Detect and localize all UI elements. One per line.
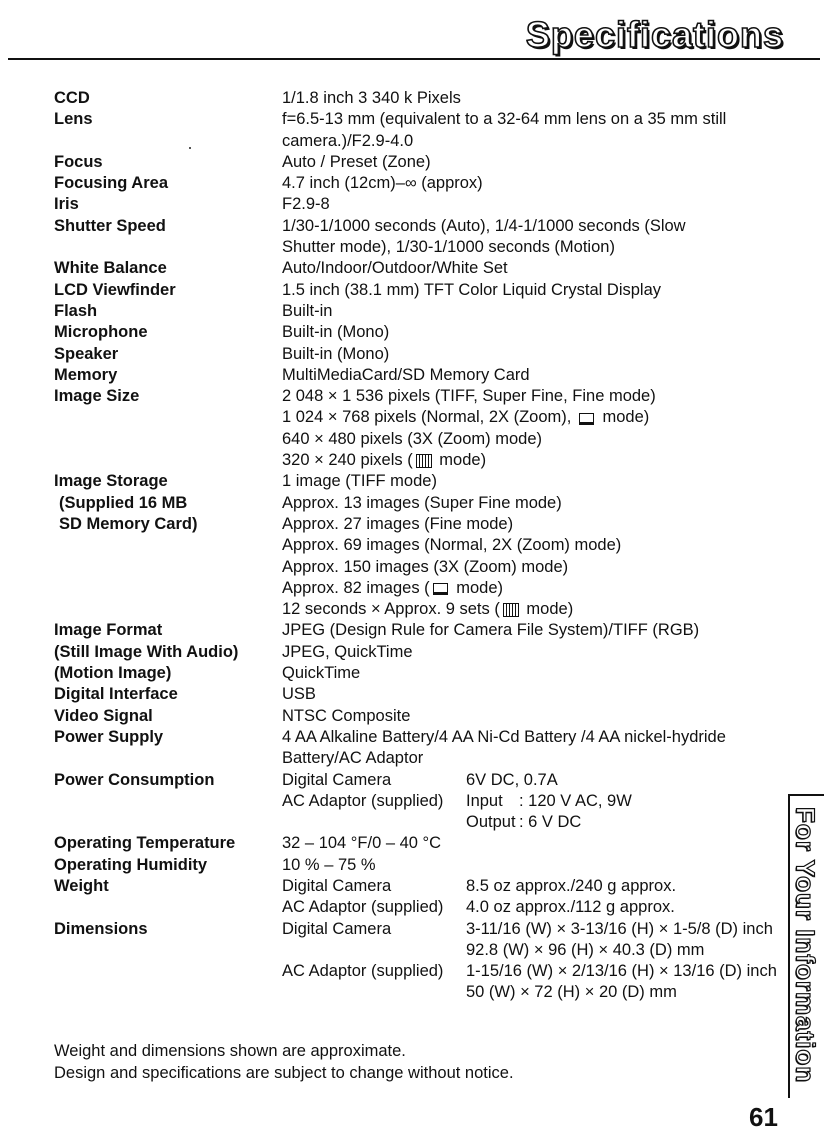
spec-value-line: Built-in — [282, 301, 333, 320]
spec-row — [54, 386, 794, 471]
spec-label-line: Shutter Speed — [54, 216, 166, 235]
spec-values — [282, 216, 794, 259]
spec-label — [54, 471, 282, 620]
spec-label — [54, 152, 282, 173]
spec-value-line: 1 image (TIFF mode) — [282, 472, 437, 491]
spec-label-line: Operating Temperature — [54, 834, 236, 853]
spec-value-line: 4 AA Alkaline Battery/4 AA Ni-Cd Battery /4 AA nickel-hydride — [282, 727, 726, 746]
spec-label — [54, 386, 282, 471]
spec-row — [54, 88, 794, 109]
spec-value-line — [282, 940, 794, 961]
spec-item-name: AC Adaptor (supplied) — [282, 962, 444, 981]
specifications-list — [54, 88, 794, 1004]
spec-value-line — [282, 982, 794, 1003]
spec-value-line — [282, 897, 794, 918]
spec-label-line: Image Size — [54, 387, 140, 406]
spec-value-line: Approx. 13 images (Super Fine mode) — [282, 493, 562, 512]
spec-label — [54, 301, 282, 322]
spec-values — [282, 770, 794, 834]
spec-values — [282, 152, 794, 173]
spec-value-line: 1.5 inch (38.1 mm) TFT Color Liquid Crystal Display — [282, 280, 662, 299]
spec-row — [54, 919, 794, 1004]
spec-row — [54, 855, 794, 876]
spec-label — [54, 620, 282, 684]
spec-label — [54, 919, 282, 1004]
spec-values — [282, 109, 794, 152]
spec-label — [54, 88, 282, 109]
spec-label-line: Focus — [54, 152, 103, 171]
spec-values — [282, 684, 794, 705]
spec-label — [54, 194, 282, 215]
spec-values — [282, 620, 794, 684]
footnote: Design and specifications are subject to change without notice. — [54, 1064, 514, 1082]
spec-item-value: 1-15/16 (W) × 2/13/16 (H) × 13/16 (D) inch — [466, 962, 777, 981]
spec-value-line: 2 048 × 1 536 pixels (TIFF, Super Fine, Fine mode) — [282, 387, 656, 406]
page-number: 61 — [749, 1102, 778, 1132]
spec-value-line: 32 – 104 °F/0 – 40 °C — [282, 834, 442, 853]
spec-label — [54, 833, 282, 854]
spec-value-line: Auto / Preset (Zone) — [282, 152, 431, 171]
spec-values — [282, 258, 794, 279]
spec-values — [282, 88, 794, 109]
spec-values — [282, 173, 794, 194]
spec-label — [54, 684, 282, 705]
spec-value-line: Approx. 27 images (Fine mode) — [282, 514, 514, 533]
spec-value-line: 1 024 × 768 pixels (Normal, 2X (Zoom), mode) — [282, 408, 650, 427]
spec-value-line: 10 % – 75 % — [282, 855, 376, 874]
spec-label-line: Weight — [54, 876, 109, 895]
spec-value-line: 1/30-1/1000 seconds (Auto), 1/4-1/1000 seconds (Slow — [282, 216, 686, 235]
spec-value-line: Built-in (Mono) — [282, 344, 390, 363]
spec-row — [54, 620, 794, 684]
spec-label — [54, 216, 282, 259]
footnotes — [54, 1040, 514, 1084]
spec-row — [54, 365, 794, 386]
spec-item-value: Input — [466, 791, 503, 810]
spec-label-line: Video Signal — [54, 706, 153, 725]
spec-label-line: (Still Image With Audio) — [54, 642, 239, 661]
spec-label-line: (Supplied 16 MB — [59, 493, 188, 512]
spec-label — [54, 727, 282, 770]
spec-label-line: Lens — [54, 110, 93, 129]
spec-item-name: AC Adaptor (supplied) — [282, 791, 444, 810]
spec-label-line: Image Storage — [54, 472, 168, 491]
spec-value-line: MultiMediaCard/SD Memory Card — [282, 365, 530, 384]
spec-label-line: SD Memory Card) — [59, 514, 198, 533]
spec-item-name: Digital Camera — [282, 770, 392, 789]
spec-value-line: Auto/Indoor/Outdoor/White Set — [282, 259, 508, 278]
spec-row — [54, 684, 794, 705]
spec-value-line: 1/1.8 inch 3 340 k Pixels — [282, 89, 461, 107]
spec-label — [54, 344, 282, 365]
spec-row — [54, 173, 794, 194]
spec-row — [54, 833, 794, 854]
spec-value-line: f=6.5-13 mm (equivalent to a 32-64 mm lens on a 35 mm still — [282, 110, 727, 129]
spec-label — [54, 706, 282, 727]
spec-label-line: Iris — [54, 195, 79, 214]
spec-row — [54, 301, 794, 322]
spec-item-value: 3-11/16 (W) × 3-13/16 (H) × 1-5/8 (D) inch — [466, 919, 773, 938]
spec-label — [54, 322, 282, 343]
spec-values — [282, 471, 794, 620]
spec-row — [54, 216, 794, 259]
spec-item-value: 92.8 (W) × 96 (H) × 40.3 (D) mm — [466, 940, 705, 959]
section-tab-label: For Your Information — [790, 806, 821, 1084]
spec-value-line: camera.)/F2.9-4.0 — [282, 131, 414, 150]
spec-value-line: NTSC Composite — [282, 706, 411, 725]
spec-label-line: Image Format — [54, 621, 163, 640]
spec-label-line: Digital Interface — [54, 685, 178, 704]
spec-value-line: 320 × 240 pixels ( mode) — [282, 451, 487, 470]
spec-value-line — [282, 791, 794, 812]
spec-row — [54, 109, 794, 152]
spec-row — [54, 471, 794, 620]
spec-values — [282, 727, 794, 770]
spec-values — [282, 386, 794, 471]
spec-values — [282, 301, 794, 322]
spec-value-line: JPEG (Design Rule for Camera File System)/TIFF (RGB) — [282, 621, 700, 640]
spec-value-line: Built-in (Mono) — [282, 323, 390, 342]
multi-image-mode-icon — [432, 581, 450, 595]
spec-values — [282, 322, 794, 343]
spec-row — [54, 280, 794, 301]
spec-item-value: 8.5 oz approx./240 g approx. — [466, 876, 677, 895]
spec-row — [54, 770, 794, 834]
spec-label — [54, 365, 282, 386]
spec-label-line: CCD — [54, 89, 90, 107]
spec-label — [54, 855, 282, 876]
spec-label-line: Power Supply — [54, 727, 164, 746]
spec-label-line: Speaker — [54, 344, 119, 363]
footnote: Weight and dimensions shown are approximate. — [54, 1042, 406, 1060]
spec-row — [54, 706, 794, 727]
spec-item-value: 4.0 oz approx./112 g approx. — [466, 898, 675, 917]
spec-values — [282, 344, 794, 365]
spec-values — [282, 855, 794, 876]
spec-item-value: 50 (W) × 72 (H) × 20 (D) mm — [466, 983, 677, 1002]
spec-values — [282, 876, 794, 919]
spec-row — [54, 344, 794, 365]
spec-row — [54, 322, 794, 343]
spec-value-line — [282, 876, 794, 897]
spec-label-line: Memory — [54, 365, 118, 384]
spec-label-line: Focusing Area — [54, 174, 168, 193]
spec-value-line: Approx. 82 images ( mode) — [282, 578, 504, 597]
spec-value-line: 4.7 inch (12cm)–∞ (approx) — [282, 174, 483, 193]
spec-value-line — [282, 770, 794, 791]
spec-value-line: F2.9-8 — [282, 195, 330, 214]
spec-row — [54, 194, 794, 215]
spec-label-line: White Balance — [54, 259, 167, 278]
spec-label — [54, 173, 282, 194]
spec-item-name: Digital Camera — [282, 919, 392, 938]
spec-value-line: QuickTime — [282, 664, 361, 683]
spec-value-line: Battery/AC Adaptor — [282, 749, 424, 768]
spec-value-line: JPEG, QuickTime — [282, 642, 413, 661]
multi-image-mode-icon — [578, 411, 596, 425]
spec-value-line — [282, 919, 794, 940]
spec-item-value: Output — [466, 813, 516, 832]
spec-value-line: 12 seconds × Approx. 9 sets ( mode) — [282, 600, 574, 619]
spec-item-name: AC Adaptor (supplied) — [282, 898, 444, 917]
spec-item-detail: : 6 V DC — [519, 813, 582, 832]
spec-row — [54, 876, 794, 919]
spec-label-line: Microphone — [54, 323, 148, 342]
header-rule — [8, 58, 820, 60]
spec-values — [282, 833, 794, 854]
spec-label-line: Operating Humidity — [54, 855, 208, 874]
page-title: Specifications — [525, 14, 784, 55]
spec-values — [282, 365, 794, 386]
spec-values — [282, 706, 794, 727]
spec-value-line: Shutter mode), 1/30-1/1000 seconds (Motion) — [282, 238, 615, 257]
motion-image-mode-icon — [415, 454, 433, 468]
spec-values — [282, 280, 794, 301]
motion-image-mode-icon — [502, 603, 520, 617]
spec-label — [54, 109, 282, 152]
spec-row — [54, 258, 794, 279]
spec-value-line — [282, 812, 794, 833]
spec-label-line: Power Consumption — [54, 770, 215, 789]
spec-value-line: Approx. 150 images (3X (Zoom) mode) — [282, 557, 569, 576]
spec-values — [282, 919, 794, 1004]
spec-label — [54, 280, 282, 301]
spec-label-line: (Motion Image) — [54, 664, 172, 683]
spec-item-value: 6V DC, 0.7A — [466, 770, 558, 789]
spec-label-line: Dimensions — [54, 919, 148, 938]
spec-value-line: USB — [282, 685, 316, 704]
spec-row — [54, 727, 794, 770]
spec-label — [54, 876, 282, 919]
spec-label-line: LCD Viewfinder — [54, 280, 176, 299]
spec-item-detail: : 120 V AC, 9W — [519, 791, 632, 810]
spec-label-line: Flash — [54, 301, 98, 320]
spec-value-line: 640 × 480 pixels (3X (Zoom) mode) — [282, 429, 542, 448]
spec-values — [282, 194, 794, 215]
spec-label — [54, 770, 282, 834]
spec-row — [54, 152, 794, 173]
spec-item-name: Digital Camera — [282, 876, 392, 895]
spec-value-line: Approx. 69 images (Normal, 2X (Zoom) mode) — [282, 536, 622, 555]
spec-label — [54, 258, 282, 279]
spec-value-line — [282, 961, 794, 982]
